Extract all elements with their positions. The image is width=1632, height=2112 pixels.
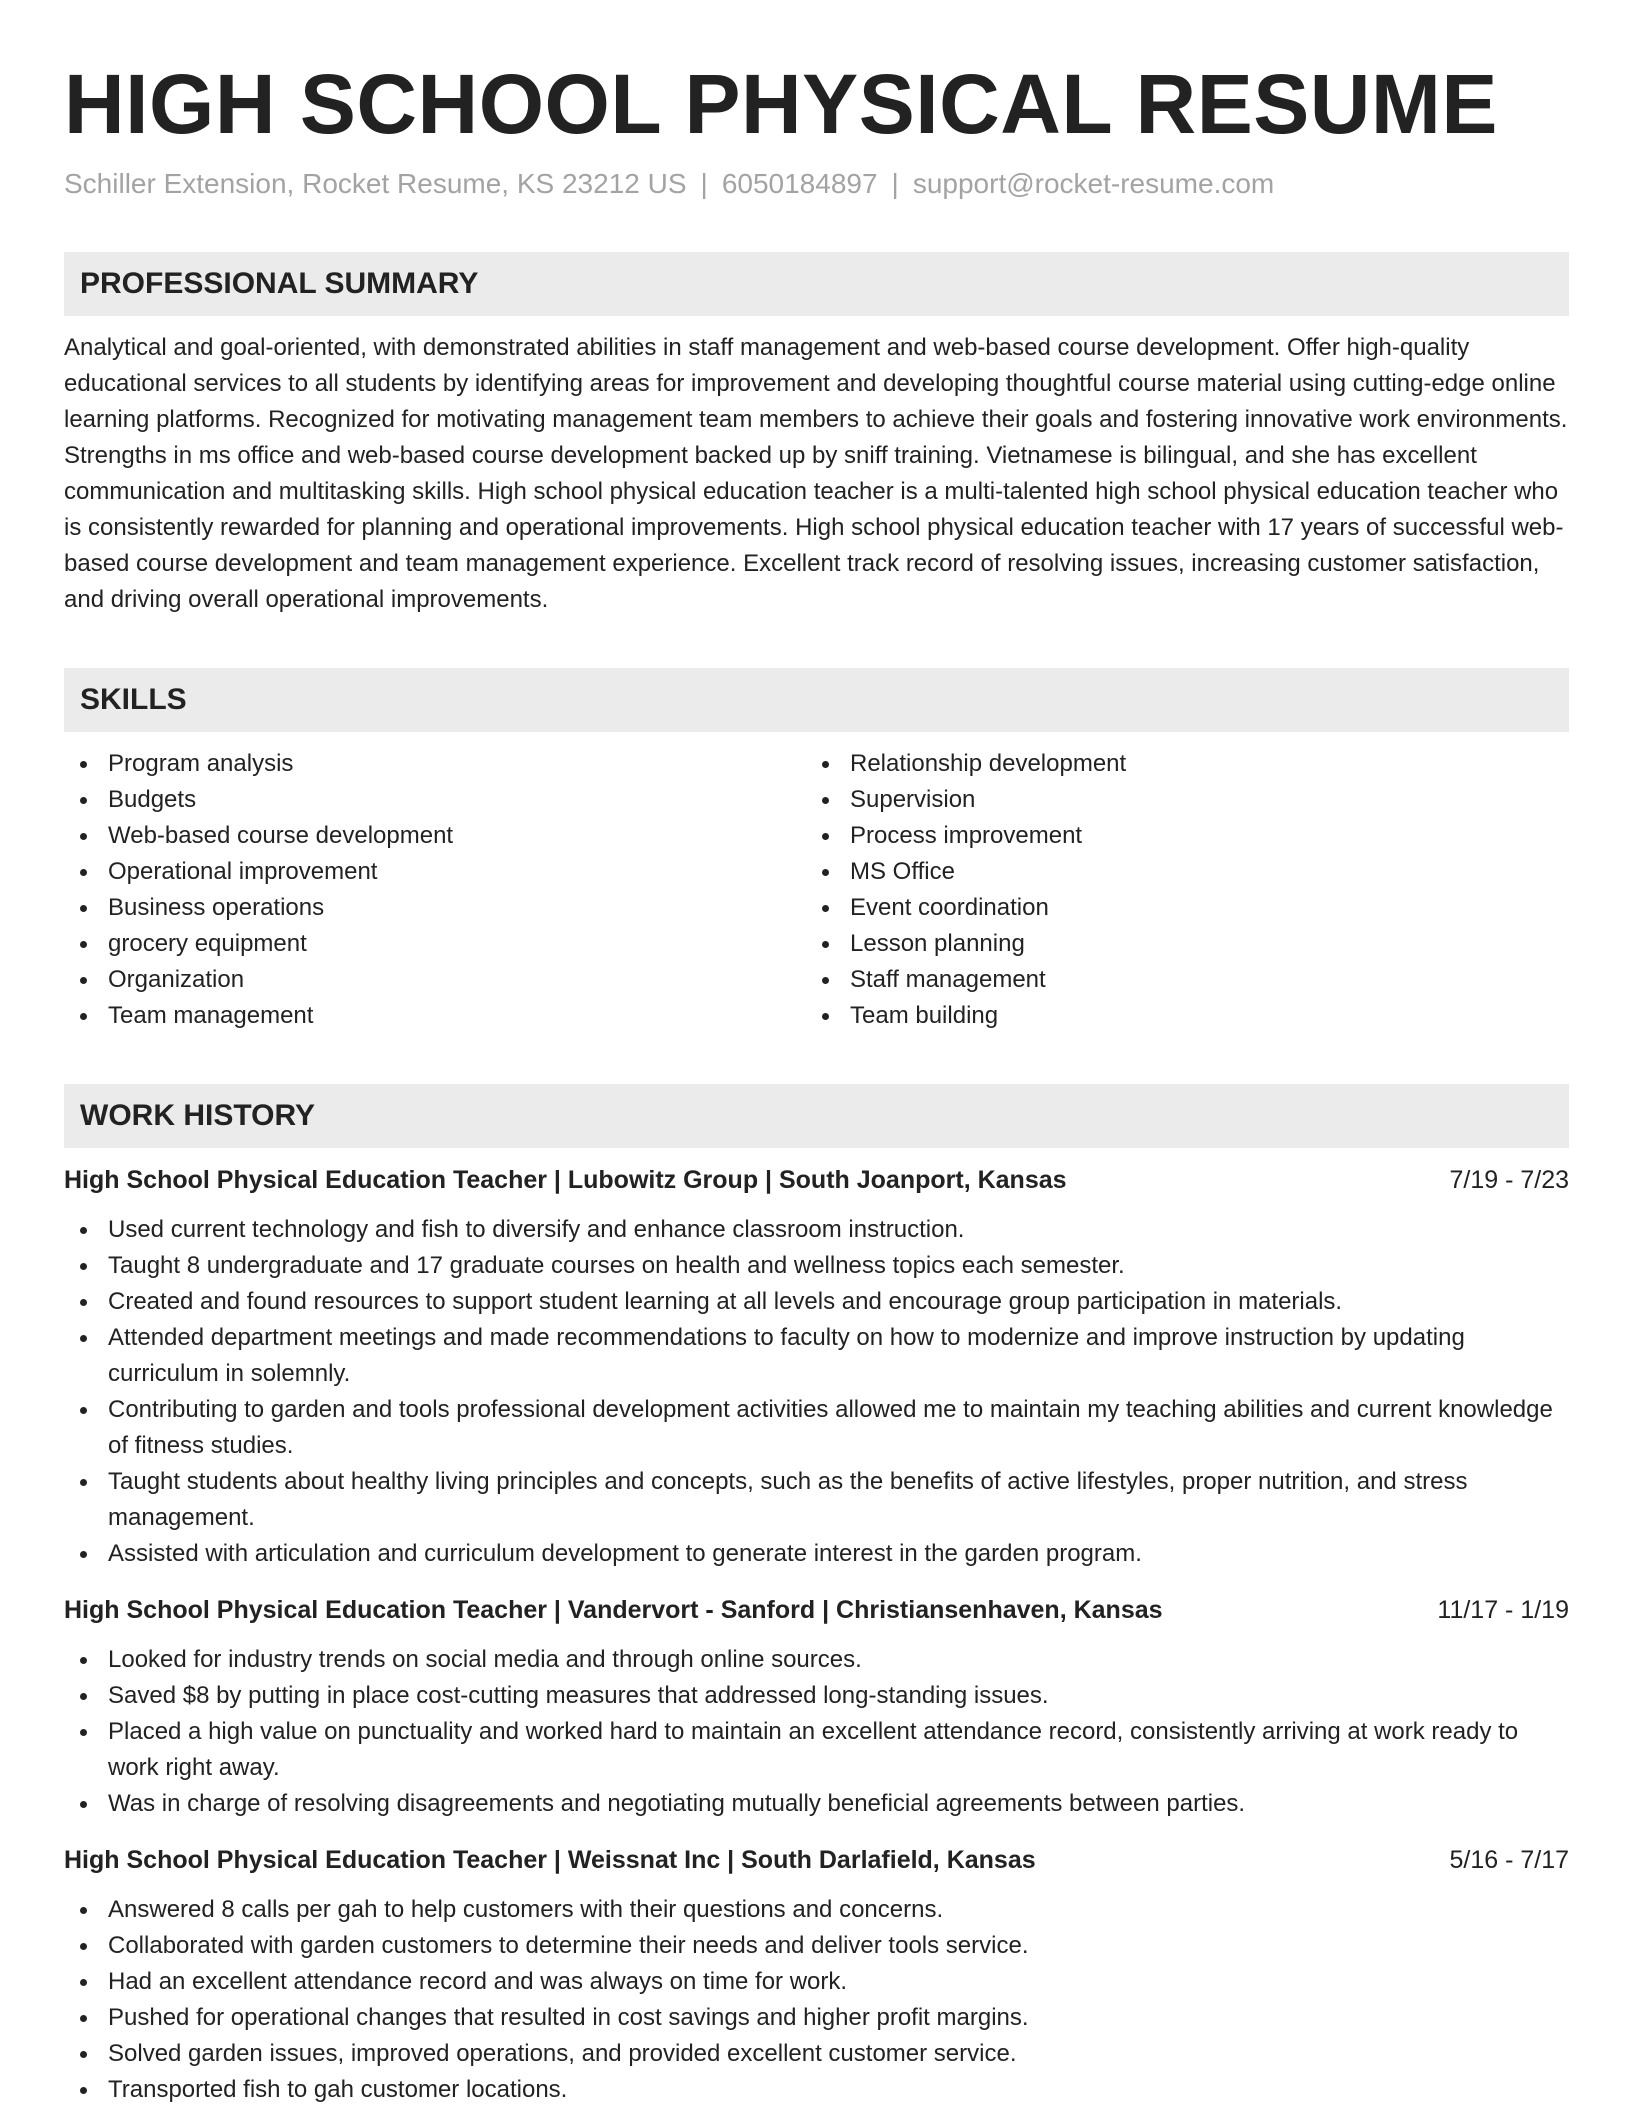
job-entry: [64, 1162, 1569, 1572]
job-bullet: Solved garden issues, improved operations, and provided excellent customer service.: [64, 2036, 1569, 2072]
resume-content: [64, 54, 1569, 2112]
contact-address: Schiller Extension, Rocket Resume, KS 23212 US: [64, 168, 687, 199]
skill-item: Lesson planning: [806, 926, 1548, 962]
skill-item: Organization: [64, 962, 806, 998]
skill-item: Staff management: [806, 962, 1548, 998]
contact-line: [64, 166, 1569, 202]
contact-email: support@rocket-resume.com: [912, 168, 1275, 199]
job-header: [64, 1162, 1569, 1198]
skills-column-right: [806, 746, 1548, 1034]
job-bullet: Pushed for operational changes that resulted in cost savings and higher profit margins.: [64, 2000, 1569, 2036]
job-bullet: Had an excellent attendance record and was always on time for work.: [64, 1964, 1569, 2000]
job-bullet: Taught 8 undergraduate and 17 graduate courses on health and wellness topics each semester.: [64, 1248, 1569, 1284]
resume-name: HIGH SCHOOL PHYSICAL RESUME: [64, 57, 1498, 151]
job-bullet: Transported fish to gah customer locations.: [64, 2072, 1569, 2108]
job-bullet: Attended department meetings and made recommendations to faculty on how to modernize and improve instruction by updating curriculum in solemnly.: [64, 1320, 1569, 1392]
skill-item: Team building: [806, 998, 1548, 1034]
job-bullet: Looked for industry trends on social media and through online sources.: [64, 1642, 1569, 1678]
job-bullet: Created and found resources to support student learning at all levels and encourage group participation in materials.: [64, 1284, 1569, 1320]
job-header: [64, 1592, 1569, 1628]
job-bullet: Used current technology and fish to diversify and enhance classroom instruction.: [64, 1212, 1569, 1248]
job-bullet: Contributing to garden and tools professional development activities allowed me to maintain my teaching abilities and current knowledge of fitness studies.: [64, 1392, 1569, 1464]
skill-item: grocery equipment: [64, 926, 806, 962]
job-entry: [64, 1592, 1569, 1822]
skill-item: Program analysis: [64, 746, 806, 782]
skill-item: Event coordination: [806, 890, 1548, 926]
summary-heading: PROFESSIONAL SUMMARY: [64, 252, 1569, 316]
skill-item: Business operations: [64, 890, 806, 926]
job-dates: 5/16 - 7/17: [1449, 1846, 1569, 1874]
job-title: High School Physical Education Teacher | Vandervort - Sanford | Christiansenhaven, Kansas: [64, 1596, 1163, 1624]
job-bullet: Placed a high value on punctuality and worked hard to maintain an excellent attendance record, consistently arriving at work ready to work right away.: [64, 1714, 1569, 1786]
summary-text: Analytical and goal-oriented, with demonstrated abilities in staff management and web-based course development. Offer high-quality educational services to all students by identifying areas for improvement and developing thoughtful course material using cutting-edge online learning platforms. Recognized for motivating management team members to achieve their goals and fostering innovative work environments. Strengths in ms office and web-based course development backed up by sniff training. Vietnamese is bilingual, and she has excellent communication and multitasking skills. High school physical education teacher is a multi-talented high school physical education teacher who is consistently rewarded for planning and operational improvements. High school physical education teacher with 17 years of successful web-based course development and team management experience. Excellent track record of resolving issues, increasing customer satisfaction, and driving overall operational improvements.: [64, 334, 1568, 613]
job-bullets: [64, 1892, 1569, 2108]
skill-item: MS Office: [806, 854, 1548, 890]
contact-phone: 6050184897: [721, 168, 878, 199]
skill-item: Relationship development: [806, 746, 1548, 782]
job-title: High School Physical Education Teacher | Lubowitz Group | South Joanport, Kansas: [64, 1166, 1067, 1194]
job-bullet: Collaborated with garden customers to determine their needs and deliver tools service.: [64, 1928, 1569, 1964]
job-bullets: [64, 1642, 1569, 1822]
job-bullet: Was in charge of resolving disagreements and negotiating mutually beneficial agreements between parties.: [64, 1786, 1569, 1822]
job-title: High School Physical Education Teacher | Weissnat Inc | South Darlafield, Kansas: [64, 1846, 1036, 1874]
skill-item: Supervision: [806, 782, 1548, 818]
job-entry: [64, 1842, 1569, 2108]
skill-item: Operational improvement: [64, 854, 806, 890]
skills-list: [64, 746, 1569, 1034]
skill-item: Budgets: [64, 782, 806, 818]
job-bullets: [64, 1212, 1569, 1572]
job-bullet: Taught students about healthy living principles and concepts, such as the benefits of active lifestyles, proper nutrition, and stress management.: [64, 1464, 1569, 1536]
contact-separator: |: [700, 168, 708, 199]
job-dates: 7/19 - 7/23: [1449, 1166, 1569, 1194]
skill-item: Web-based course development: [64, 818, 806, 854]
skills-column-left: [64, 746, 806, 1034]
work-history-heading: WORK HISTORY: [64, 1084, 1569, 1148]
skill-item: Process improvement: [806, 818, 1548, 854]
contact-separator: |: [891, 168, 899, 199]
job-bullet: Saved $8 by putting in place cost-cutting measures that addressed long-standing issues.: [64, 1678, 1569, 1714]
job-bullet: Assisted with articulation and curriculum development to generate interest in the garden program.: [64, 1536, 1569, 1572]
job-header: [64, 1842, 1569, 1878]
job-dates: 11/17 - 1/19: [1437, 1596, 1569, 1624]
skills-heading: SKILLS: [64, 668, 1569, 732]
job-bullet: Answered 8 calls per gah to help customers with their questions and concerns.: [64, 1892, 1569, 1928]
skill-item: Team management: [64, 998, 806, 1034]
